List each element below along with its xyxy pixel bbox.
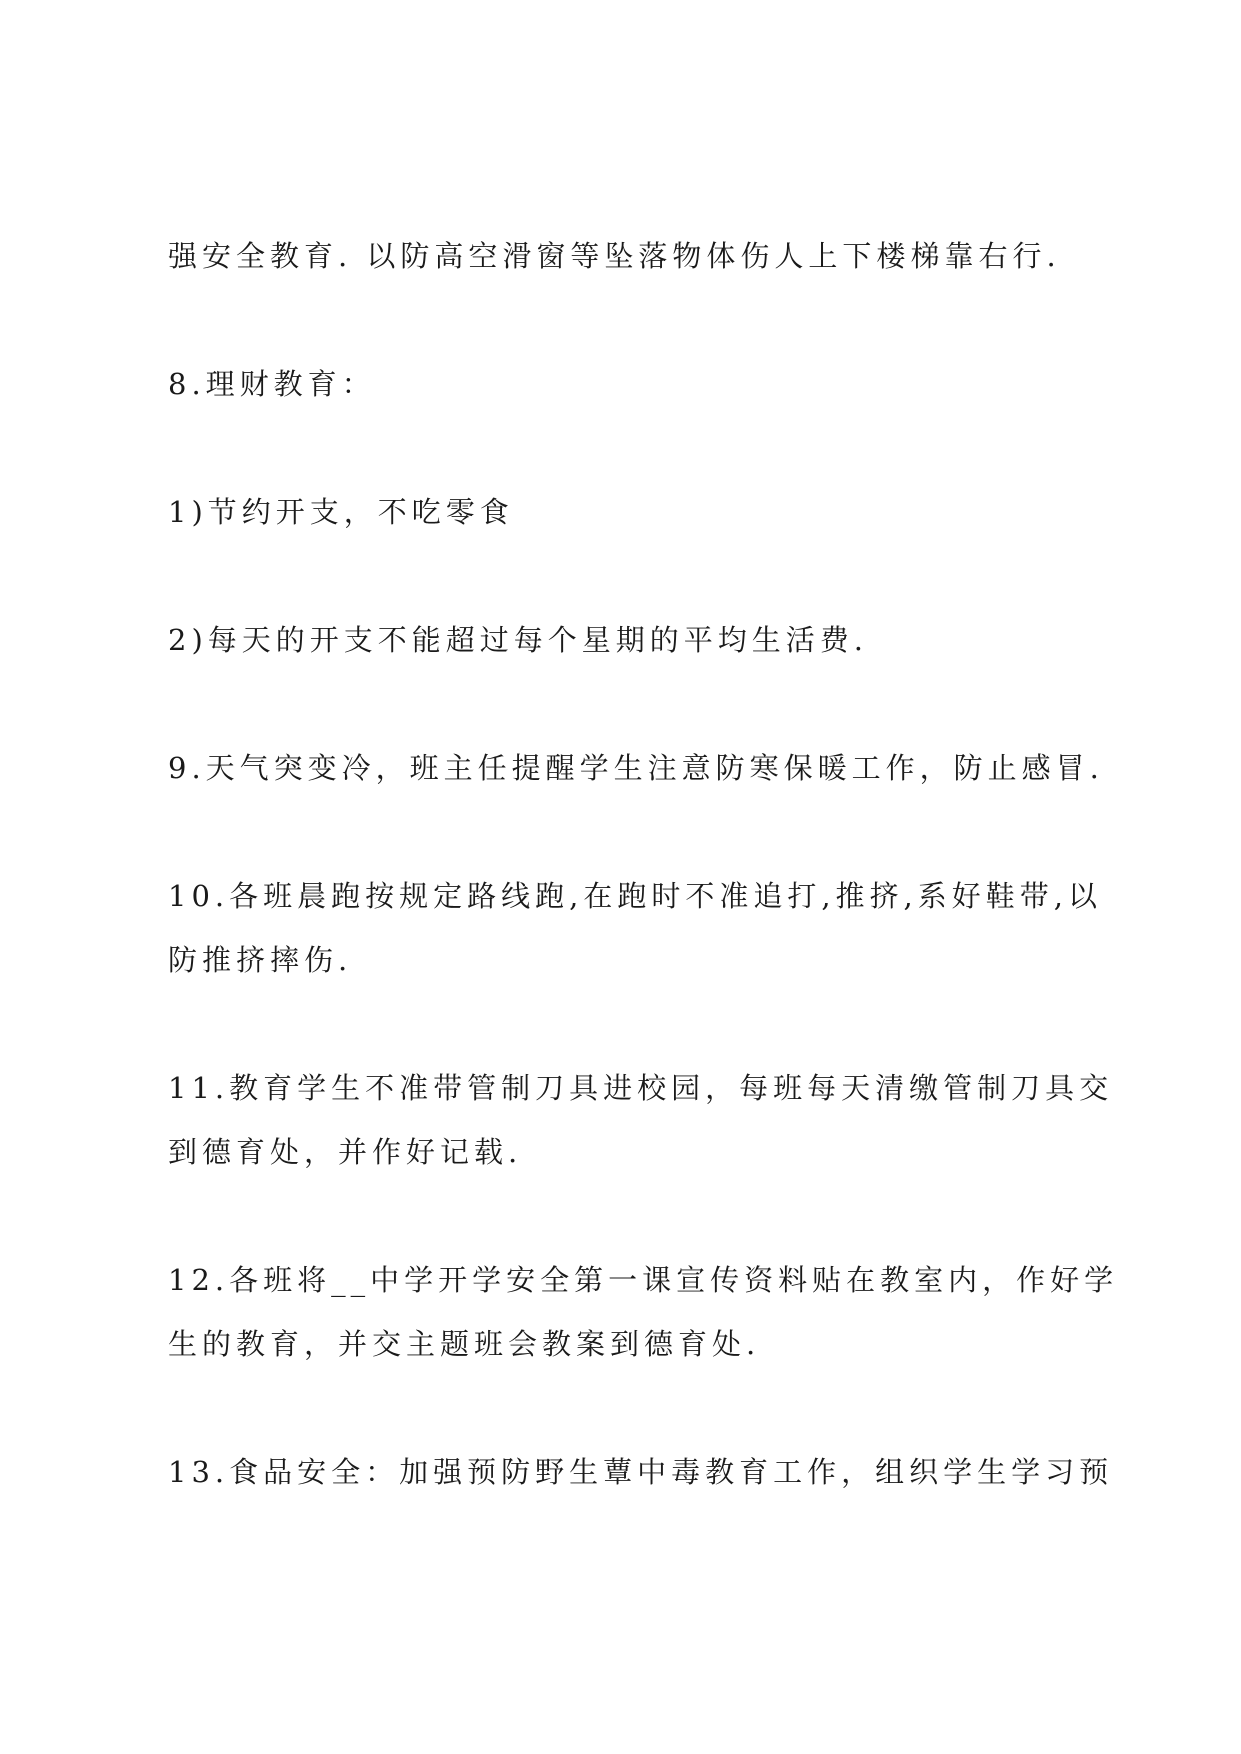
text-line-item-8-2: 2)每天的开支不能超过每个星期的平均生活费.: [168, 623, 868, 657]
text-line-safety-continuation: 强安全教育. 以防高空滑窗等坠落物体伤人上下楼梯靠右行.: [168, 239, 1061, 273]
text-line-item-8: 8.理财教育：: [168, 367, 376, 401]
text-line-item-11-cont: 到德育处，并作好记载.: [168, 1135, 523, 1169]
text-line-item-8-1: 1)节约开支，不吃零食: [168, 495, 514, 529]
text-line-item-12: 12.各班将__中学开学安全第一课宣传资料贴在教室内，作好学: [168, 1263, 1119, 1297]
text-line-item-10: 10.各班晨跑按规定路线跑,在跑时不准追打,推挤,系好鞋带,以: [168, 879, 1102, 913]
text-line-item-13: 13.食品安全：加强预防野生蕈中毒教育工作，组织学生学习预: [168, 1455, 1114, 1489]
text-line-item-9: 9.天气突变冷，班主任提醒学生注意防寒保暖工作，防止感冒.: [168, 751, 1104, 785]
text-line-item-12-cont: 生的教育，并交主题班会教案到德育处.: [168, 1327, 761, 1361]
text-line-item-10-cont: 防推挤摔伤.: [168, 943, 353, 977]
text-line-item-11: 11.教育学生不准带管制刀具进校园，每班每天清缴管制刀具交: [168, 1071, 1114, 1105]
